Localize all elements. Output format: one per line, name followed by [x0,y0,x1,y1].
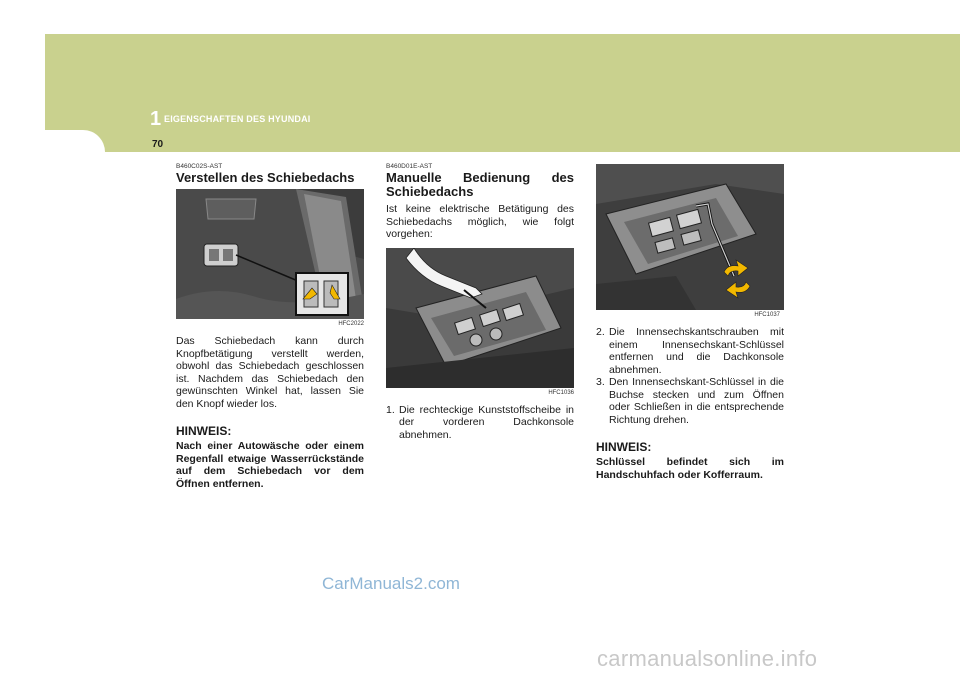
column-sunroof-adjust [176,160,364,490]
footer-watermark: carmanualsonline.info [597,646,818,671]
figure-caption: HFC1036 [548,389,574,396]
list-item [596,376,784,426]
chapter-number: 1 [150,108,162,130]
list-item [386,404,574,442]
chapter-title: EIGENSCHAFTEN DES HYUNDAI [164,114,311,124]
step-number: 2. [596,326,605,338]
step-number: 1. [386,403,395,416]
note-title: HINWEIS: [176,424,232,438]
figure-console-cover [386,248,574,388]
figure-caption: HFC2022 [338,321,364,327]
header-notch [45,130,105,152]
watermark-link[interactable]: CarManuals2.com [322,574,460,593]
section-heading: Verstellen des Schiebedachs [176,170,355,185]
figure-hex-key [596,164,784,310]
note-body: Schlüssel befindet sich im Handschuhfach oder Kofferraum. [596,456,784,481]
note-title: HINWEIS: [596,440,652,454]
step-text: Den Innensechskant-Schlüssel in die Buchse stecken und zum Öffnen oder Schließen in die entsprechende Richtung drehen. [609,376,784,426]
page-number: 70 [152,139,164,150]
list-item [596,326,784,376]
header-band [45,34,960,152]
hex-key-illustration [596,164,784,310]
console-cover-illustration [386,248,574,388]
section-paragraph: Das Schiebedach kann durch Knopfbetätigung verstellt werden, obwohl das Schiebedach geschlossen ist. Nachdem das Schiebedach den gewünschten Winkel hat, lassen Sie den Knopf wieder los. [176,335,364,410]
step-text: Die Innensechskantschrauben mit einem Innensechskant-Schlüssel entfernen und die Dachkonsole abnehmen. [609,326,784,376]
note-body: Nach einer Autowäsche oder einem Regenfall etwaige Wasserrückstände auf dem Schiebedach vor dem Öffnen entfernen. [176,440,364,490]
section-intro: Ist keine elektrische Betätigung des Schiebedachs möglich, wie folgt vorgehen: [386,203,574,240]
figure-caption: HFC1037 [754,312,780,318]
step-number: 3. [596,376,605,388]
figure-sunroof-switch [176,189,364,319]
section-heading: Manuelle Bedienung des Schiebedachs [386,170,574,199]
section-code: B460C02S-AST [176,163,223,170]
step-list [386,404,574,442]
column-manual-operation [386,160,574,441]
step-text: Die rechteckige Kunststoffscheibe in der vorderen Dachkonsole abnehmen. [399,403,574,441]
sunroof-switch-illustration [176,189,364,319]
column-hex-key [596,160,784,481]
step-list [596,326,784,426]
section-code: B460D01E-AST [386,163,433,170]
